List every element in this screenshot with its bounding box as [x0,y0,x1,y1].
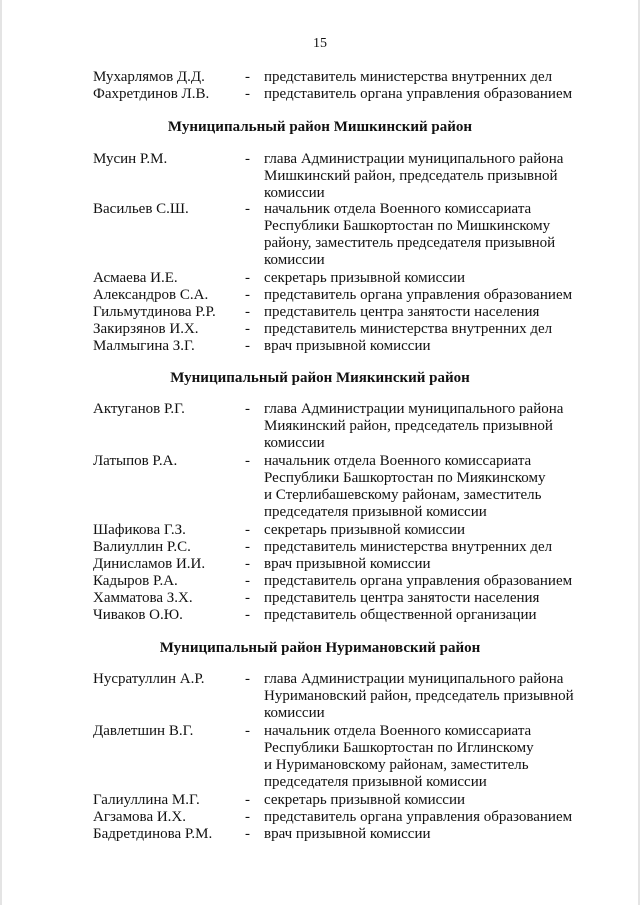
member-role-line: представитель органа управления образованием [264,573,573,589]
member-role [264,590,596,607]
dash-separator: - [245,590,250,606]
member-name: Нусратуллин А.Р. [93,671,205,687]
member-role-line: председателя призывной комиссии [264,504,487,520]
dash-separator: - [245,201,250,217]
member-name: Динисламов И.И. [93,556,206,572]
member-role [264,522,596,539]
dash-separator: - [245,573,250,589]
dash-separator: - [245,826,250,842]
member-role-line: комиссии [264,185,325,201]
member-role [264,607,596,624]
member-name: Давлетшин В.Г. [93,723,194,739]
member-role [264,539,596,556]
member-role-line: врач призывной комиссии [264,826,431,842]
dash-separator: - [245,671,250,687]
member-role-line: представитель органа управления образованием [264,287,573,303]
dash-separator: - [245,401,250,417]
member-role-line: Нуримановский район, председатель призывной [264,688,574,704]
section-title: Муниципальный район Миякинский район [170,370,470,386]
member-name: Александров С.А. [93,287,209,303]
member-role-line: Миякинский район, председатель призывной [264,418,553,434]
member-name: Мусин Р.М. [93,151,168,167]
member-role [264,270,596,287]
member-role-line: Республики Башкортостан по Мишкинскому [264,218,551,234]
member-name: Мухарлямов Д.Д. [93,69,205,85]
page-number: 15 [313,36,327,51]
member-role-line: начальник отдела Военного комиссариата [264,453,532,469]
member-role [264,401,596,452]
member-role-line: врач призывной комиссии [264,338,431,354]
member-role-line: представитель общественной организации [264,607,537,623]
member-name: Шафикова Г.З. [93,522,186,538]
member-name: Васильев С.Ш. [93,201,189,217]
dash-separator: - [245,522,250,538]
member-name: Гильмутдинова Р.Р. [93,304,216,320]
member-role-line: представитель центра занятости населения [264,590,540,606]
member-role-line: глава Администрации муниципального района [264,671,564,687]
dash-separator: - [245,321,250,337]
member-name: Малмыгина З.Г. [93,338,195,354]
member-role-line: комиссии [264,705,325,721]
dash-separator: - [245,304,250,320]
member-role-line: району, заместитель председателя призывной [264,235,556,251]
member-role-line: и Стерлибашевскому районам, заместитель [264,487,542,503]
member-name: Валиуллин Р.С. [93,539,191,555]
member-name: Кадыров Р.А. [93,573,178,589]
member-role-line: глава Администрации муниципального района [264,151,564,167]
dash-separator: - [245,86,250,102]
section-title: Муниципальный район Мишкинский район [167,119,473,135]
member-role-line: комиссии [264,435,325,451]
member-role-line: Республики Башкортостан по Иглинскому [264,740,534,756]
dash-separator: - [245,556,250,572]
dash-separator: - [245,809,250,825]
member-name: Чиваков О.Ю. [93,607,183,623]
member-role-line: начальник отдела Военного комиссариата [264,201,532,217]
member-role-line: представитель центра занятости населения [264,304,540,320]
dash-separator: - [245,539,250,555]
member-role-line: врач призывной комиссии [264,556,431,572]
member-role [264,453,596,521]
dash-separator: - [245,287,250,303]
member-role-line: представитель министерства внутренних дел [264,539,553,555]
member-role-line: и Нуримановскому районам, заместитель [264,757,529,773]
member-role [264,69,596,86]
member-role [264,338,596,355]
dash-separator: - [245,151,250,167]
member-role-line: глава Администрации муниципального района [264,401,564,417]
section-title: Муниципальный район Нуримановский район [159,640,481,656]
member-role [264,826,596,843]
member-role [264,556,596,573]
dash-separator: - [245,607,250,623]
member-name: Фахретдинов Л.В. [93,86,210,102]
dash-separator: - [245,792,250,808]
member-name: Асмаева И.Е. [93,270,178,286]
member-role [264,809,596,826]
member-role [264,792,596,809]
member-role [264,201,596,269]
member-name: Хамматова З.Х. [93,590,193,606]
member-role-line: представитель органа управления образованием [264,86,573,102]
member-role-line: секретарь призывной комиссии [264,792,466,808]
member-name: Латыпов Р.А. [93,453,178,469]
member-name: Актуганов Р.Г. [93,401,185,417]
dash-separator: - [245,270,250,286]
member-role [264,287,596,304]
member-role-line: представитель министерства внутренних дел [264,69,553,85]
member-role-line: секретарь призывной комиссии [264,270,466,286]
member-role [264,573,596,590]
dash-separator: - [245,453,250,469]
member-role [264,304,596,321]
dash-separator: - [245,338,250,354]
dash-separator: - [245,69,250,85]
member-role-line: секретарь призывной комиссии [264,522,466,538]
member-role-line: комиссии [264,252,325,268]
member-role [264,723,596,791]
member-role [264,671,596,722]
member-role-line: представитель органа управления образованием [264,809,573,825]
member-role-line: председателя призывной комиссии [264,774,487,790]
member-name: Галиуллина М.Г. [93,792,200,808]
member-role [264,151,596,202]
member-name: Бадретдинова Р.М. [93,826,213,842]
member-role [264,86,596,103]
member-name: Закирзянов И.Х. [93,321,199,337]
member-role [264,321,596,338]
dash-separator: - [245,723,250,739]
member-role-line: Мишкинский район, председатель призывной [264,168,558,184]
member-name: Агзамова И.Х. [93,809,187,825]
member-role-line: представитель министерства внутренних дел [264,321,553,337]
member-role-line: начальник отдела Военного комиссариата [264,723,532,739]
member-role-line: Республики Башкортостан по Миякинскому [264,470,546,486]
